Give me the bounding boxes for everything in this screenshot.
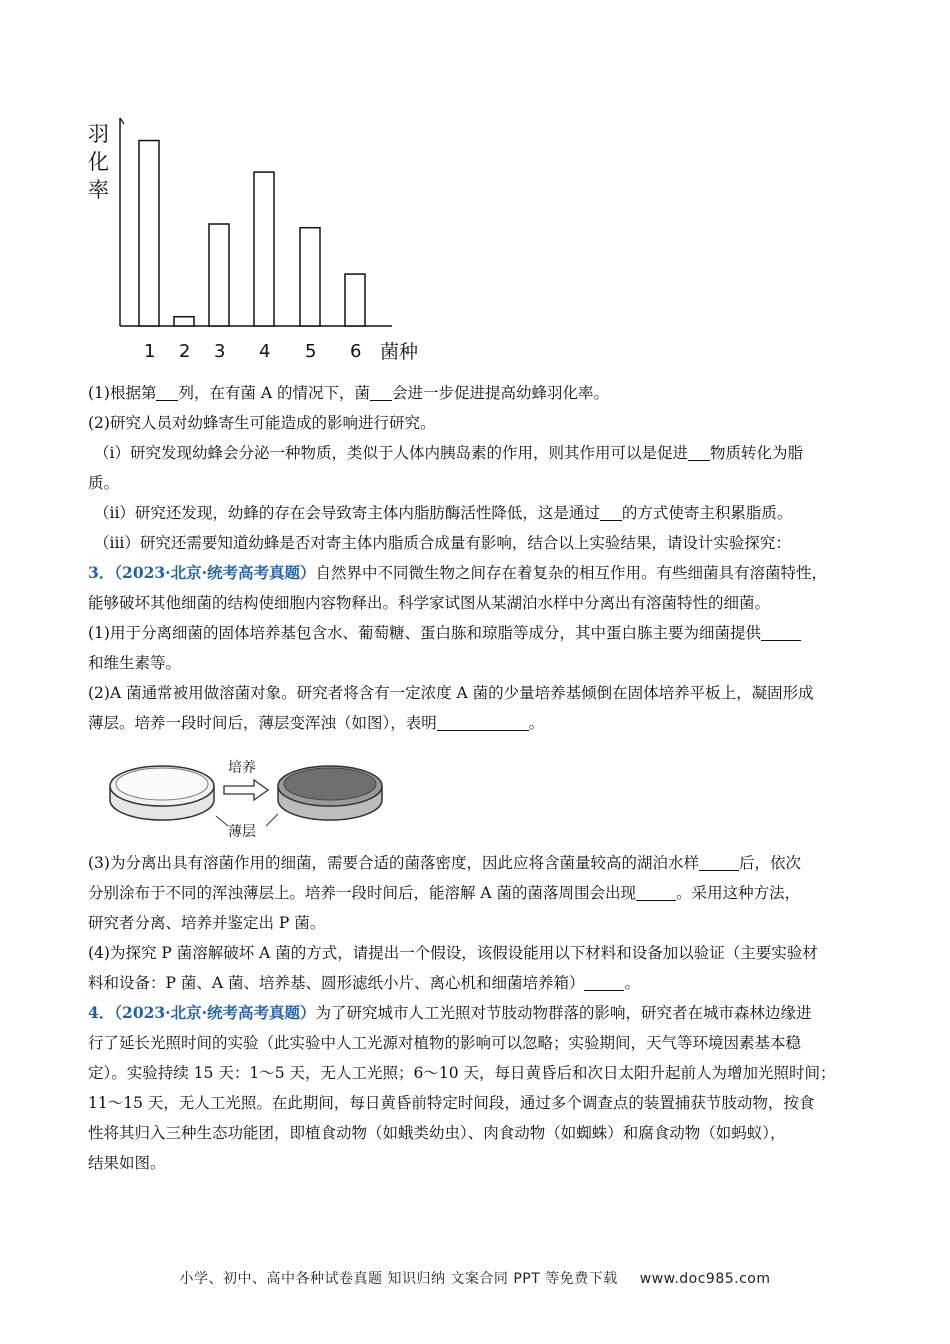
q2-sub2: (2)研究人员对幼蜂寄生可能造成的影响进行研究。 bbox=[88, 414, 436, 432]
chart-x-label: 菌种 bbox=[380, 341, 419, 363]
blank[interactable] bbox=[437, 712, 529, 731]
x-tick-label: 6 bbox=[350, 341, 362, 362]
x-tick-label: 4 bbox=[259, 341, 271, 362]
q4-line: 性将其归入三种生态功能团，即植食动物（如蛾类幼虫）、肉食动物（如蜘蛛）和腐食动物（如蚂蚁）， bbox=[88, 1124, 786, 1142]
q2-iii: （iii）研究还需要知道幼蜂是否对寄主体内脂质合成量有影响，结合以上实验结果，请设计实验探究： bbox=[94, 534, 791, 552]
q3-sub1-cont: 和维生素等。 bbox=[88, 654, 182, 672]
y-label-char: 羽 bbox=[88, 122, 109, 146]
q3-sub1: (1)用于分离细菌的固体培养基包含水、葡萄糖、蛋白胨和琼脂等成分，其中蛋白胨主要为细菌提供 bbox=[88, 618, 878, 648]
q4-line: 行了延长光照时间的实验（此实验中人工光源对植物的影响可以忽略；实验期间，天气等环境因素基本稳 bbox=[88, 1034, 802, 1052]
blank[interactable] bbox=[156, 382, 178, 401]
arrow-label: 培养 bbox=[228, 760, 256, 776]
blank[interactable] bbox=[761, 622, 801, 641]
question-number: 4． bbox=[88, 1003, 115, 1022]
pointer-line bbox=[216, 816, 228, 826]
q4-line: 定）。实验持续 15 天：1～5 天，无人工光照；6～10 天，每日黄昏后和次日太阳升起前人为增加光照时间； bbox=[88, 1064, 836, 1082]
petri-dish-figure bbox=[106, 748, 406, 840]
bar-strain-1 bbox=[139, 141, 159, 326]
pointer-line bbox=[266, 814, 278, 826]
page-footer bbox=[0, 1268, 950, 1288]
x-tick-label: 1 bbox=[144, 341, 156, 362]
blank[interactable] bbox=[636, 882, 676, 901]
q2-i-cont: 质。 bbox=[88, 474, 120, 492]
question-source: （2023·北京·统考高考真题） bbox=[114, 563, 316, 582]
bar-strain-5 bbox=[300, 228, 320, 326]
dish-before bbox=[110, 766, 214, 820]
x-tick-label: 2 bbox=[179, 341, 191, 362]
q3-sub3-cont: 分别涂布于不同的浑浊薄层上。培养一段时间后，能溶解 A 菌的菌落周围会出现 。采用这种方法， bbox=[88, 884, 801, 902]
question-content bbox=[88, 378, 878, 1178]
emergence-rate-chart bbox=[80, 110, 440, 370]
q2-i: （i）研究发现幼蜂会分泌一种物质，类似于人体内胰岛素的作用，则其作用可以是促进 物质转化为脂 bbox=[94, 444, 803, 462]
q3-sub4-cont: 料和设备：P 菌、A 菌、培养基、圆形滤纸小片、离心机和细菌培养箱） 。 bbox=[88, 974, 640, 992]
q3-sub3-cont2: 研究者分离、培养并鉴定出 P 菌。 bbox=[88, 914, 326, 932]
footer-url[interactable]: www.doc985.com bbox=[639, 1271, 771, 1287]
q3-intro: 3．（2023·北京·统考高考真题）自然界中不同微生物之间存在着复杂的相互作用。有些细菌具有溶菌特性， bbox=[88, 563, 827, 582]
blank[interactable] bbox=[370, 382, 392, 401]
q3-sub4: (4)为探究 P 菌溶解破坏 A 菌的方式，请提出一个假设，该假设能用以下材料和设备加以验证（主要实验材 bbox=[88, 944, 818, 962]
bar-strain-2 bbox=[174, 317, 194, 326]
y-label-char: 化 bbox=[88, 150, 109, 174]
layer-label: 薄层 bbox=[228, 824, 256, 840]
dish-after bbox=[278, 766, 382, 820]
q4-intro: 4．（2023·北京·统考高考真题）为了研究城市人工光照对节肢动物群落的影响，研究者在城市森林边缘进 bbox=[88, 1003, 812, 1022]
y-label-char: 率 bbox=[88, 178, 109, 202]
q2-ii: （ii）研究还发现，幼蜂的存在会导致寄主体内脂肪酶活性降低，这是通过 的方式使寄主积累脂质。 bbox=[94, 504, 793, 522]
q3-sub3: (3)为分离出具有溶菌作用的细菌，需要合适的菌落密度，因此应将含菌量较高的湖泊水样 后，依次 bbox=[88, 854, 801, 872]
x-tick-label: 5 bbox=[305, 341, 317, 362]
bar-chart-svg bbox=[80, 110, 440, 370]
q3-sub2: (2)A 菌通常被用做溶菌对象。研究者将含有一定浓度 A 菌的少量培养基倾倒在固体培养平板上，凝固形成 bbox=[88, 684, 814, 702]
footer-text: 小学、初中、高中各种试卷真题 知识归纳 文案合同 PPT 等免费下载 bbox=[179, 1271, 618, 1287]
bar-strain-3 bbox=[209, 224, 229, 326]
bar-strain-6 bbox=[345, 274, 365, 326]
blank[interactable] bbox=[688, 442, 710, 461]
blank[interactable] bbox=[584, 972, 624, 991]
question-number: 3． bbox=[88, 563, 115, 582]
bar-strain-4 bbox=[254, 172, 274, 326]
q4-line: 结果如图。 bbox=[88, 1154, 166, 1172]
q2-sub1: (1)根据第 列，在有菌 A 的情况下，菌 会进一步促进提高幼蜂羽化率。 bbox=[88, 384, 610, 402]
q3-intro-cont: 能够破坏其他细菌的结构使细胞内容物释出。科学家试图从某湖泊水样中分离出有溶菌特性的细菌。 bbox=[88, 594, 771, 612]
blank[interactable] bbox=[600, 502, 622, 521]
q3-sub2-cont: 薄层。培养一段时间后，薄层变浑浊（如图），表明 。 bbox=[88, 714, 545, 732]
blank[interactable] bbox=[699, 852, 739, 871]
question-source: （2023·北京·统考高考真题） bbox=[114, 1003, 316, 1022]
q4-line: 11～15 天，无人工光照。在此期间，每日黄昏前特定时间段，通过多个调查点的装置捕获节肢动物，按食 bbox=[88, 1094, 815, 1112]
x-tick-label: 3 bbox=[214, 341, 226, 362]
arrow-icon bbox=[224, 780, 268, 800]
